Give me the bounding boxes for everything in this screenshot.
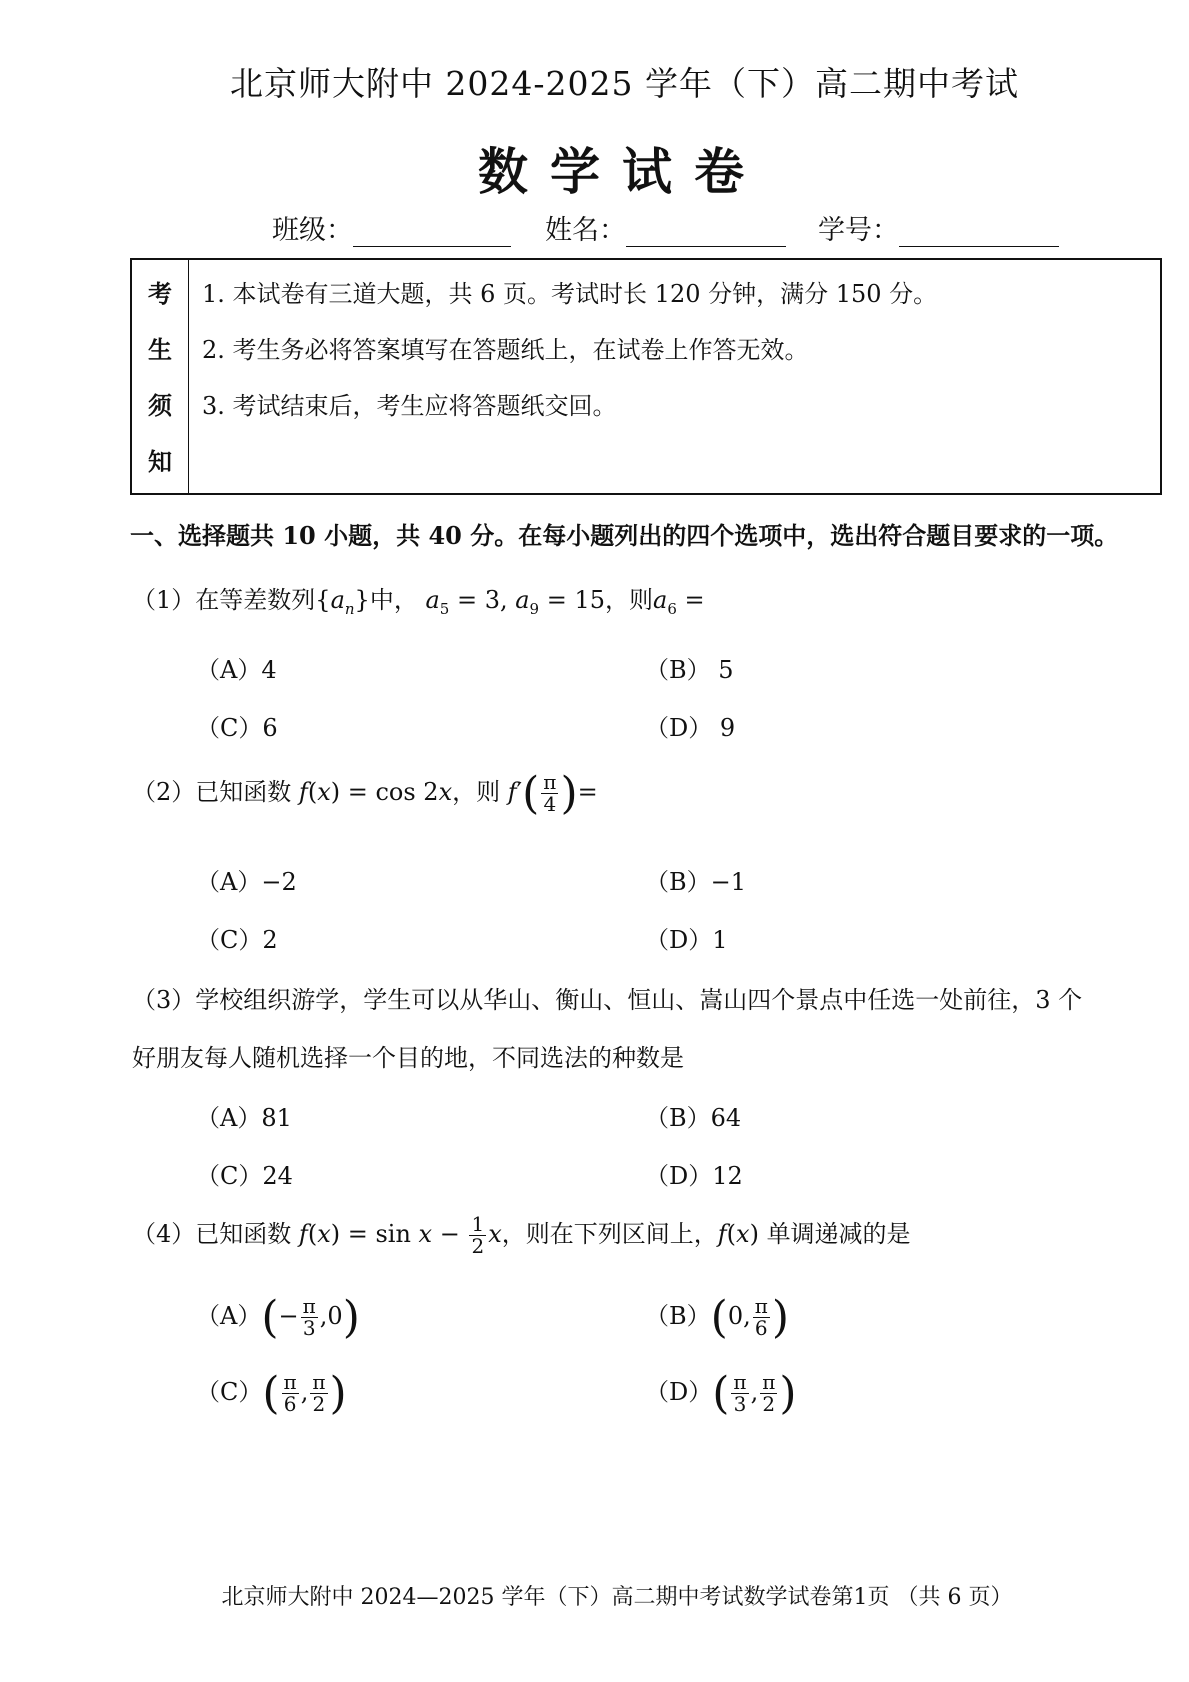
q3-option-c[interactable]: （C）24 <box>196 1162 293 1190</box>
exam-title: 北京师大附中 2024-2025 学年（下）高二期中考试 <box>229 64 1020 103</box>
notice-side-char: 生 <box>148 335 172 364</box>
student-id-field[interactable] <box>818 208 1059 247</box>
question-3-line-2: 好朋友每人随机选择一个目的地，不同选法的种数是 <box>132 1044 684 1072</box>
class-label: 班级： <box>272 215 353 246</box>
notice-side-char: 知 <box>148 447 172 476</box>
option-label: （C） <box>196 1378 263 1406</box>
section-heading: 一、选择题共 10 小题，共 40 分。在每小题列出的四个选项中，选出符合题目要求的一项。 <box>130 521 1119 550</box>
q3-option-b[interactable]: （B）64 <box>645 1104 742 1132</box>
notice-side-char: 须 <box>148 391 172 420</box>
notice-item-1: 1. 本试卷有三道大题，共 6 页。考试时长 120 分钟，满分 150 分。 <box>202 280 938 308</box>
option-label: （D） <box>645 1378 713 1406</box>
stem-text: ，则 <box>452 778 501 806</box>
name-label: 姓名： <box>545 215 626 246</box>
question-3-line-1: （3）学校组织游学，学生可以从华山、衡山、恒山、嵩山四个景点中任选一处前往，3 个 <box>132 986 1083 1014</box>
q3-option-d[interactable]: （D）12 <box>645 1162 743 1190</box>
stem-text: 已知函数 <box>195 778 292 806</box>
notice-side-char: 考 <box>148 279 172 308</box>
name-field[interactable] <box>545 208 786 247</box>
subject-title: 数学试卷 <box>478 142 766 201</box>
q3-option-a[interactable]: （A）81 <box>196 1104 292 1132</box>
option-label: （B） <box>645 1302 711 1330</box>
class-field[interactable] <box>272 208 511 247</box>
notice-item-3: 3. 考试结束后，考生应将答题纸交回。 <box>202 392 617 420</box>
id-label: 学号： <box>818 215 899 246</box>
q4-option-c[interactable]: （C）( $\frac{\pi}{6}$ , $\frac{\pi}{2}$ ) <box>196 1368 347 1419</box>
q1-option-d[interactable]: （D） 9 <box>645 714 736 742</box>
class-blank[interactable] <box>353 220 511 247</box>
option-label: （A） <box>196 1302 262 1330</box>
name-blank[interactable] <box>626 220 786 247</box>
q2-option-a[interactable]: （A）−2 <box>196 868 297 896</box>
stem-text: 已知函数 <box>195 1220 292 1248</box>
notice-item-2: 2. 考生务必将答案填写在答题纸上，在试卷上作答无效。 <box>202 336 809 364</box>
q4-option-a[interactable]: （A）(− $\frac{\pi}{3}$ ,0) <box>196 1292 360 1343</box>
q1-option-c[interactable]: （C）6 <box>196 714 278 742</box>
stem-text: 单调递减的是 <box>766 1220 911 1248</box>
stem-text: 中， <box>369 586 418 614</box>
question-number: （1） <box>132 586 196 614</box>
question-1-stem: （1）在等差数列$\{a_n\}$中， $a_5 = 3$, $a_9 = 15$，则$a_6$ = <box>132 586 705 618</box>
q1-option-a[interactable]: （A）4 <box>196 656 277 684</box>
question-number: （4） <box>132 1220 196 1248</box>
q2-option-b[interactable]: （B）−1 <box>645 868 747 896</box>
q2-option-d[interactable]: （D）1 <box>645 926 728 954</box>
q2-option-c[interactable]: （C）2 <box>196 926 278 954</box>
stem-text: 在等差数列 <box>195 586 316 614</box>
question-4-stem: （4）已知函数 f(x) = sin x − $\frac{1}{2}$ x，则在下列区间上，f(x) 单调递减的是 <box>132 1212 911 1258</box>
id-blank[interactable] <box>899 220 1059 247</box>
q4-option-d[interactable]: （D）( $\frac{\pi}{3}$ , $\frac{\pi}{2}$ ) <box>645 1368 797 1419</box>
page-footer: 北京师大附中 2024—2025 学年（下）高二期中考试数学试卷第1页 （共 6 页） <box>221 1585 1013 1610</box>
q1-option-b[interactable]: （B） 5 <box>645 656 734 684</box>
stem-text: ，则 <box>605 586 653 614</box>
stem-text: ，则在下列区间上， <box>501 1220 718 1248</box>
question-number: （2） <box>132 778 196 806</box>
notice-side-label <box>132 260 189 493</box>
q4-option-b[interactable]: （B）(0, $\frac{\pi}{6}$ ) <box>645 1292 790 1343</box>
question-2-stem: （2）已知函数 f(x) = cos 2x，则 f′( $\frac{\pi}{4}$ )= <box>132 768 598 819</box>
exam-notice-box <box>130 258 1162 495</box>
